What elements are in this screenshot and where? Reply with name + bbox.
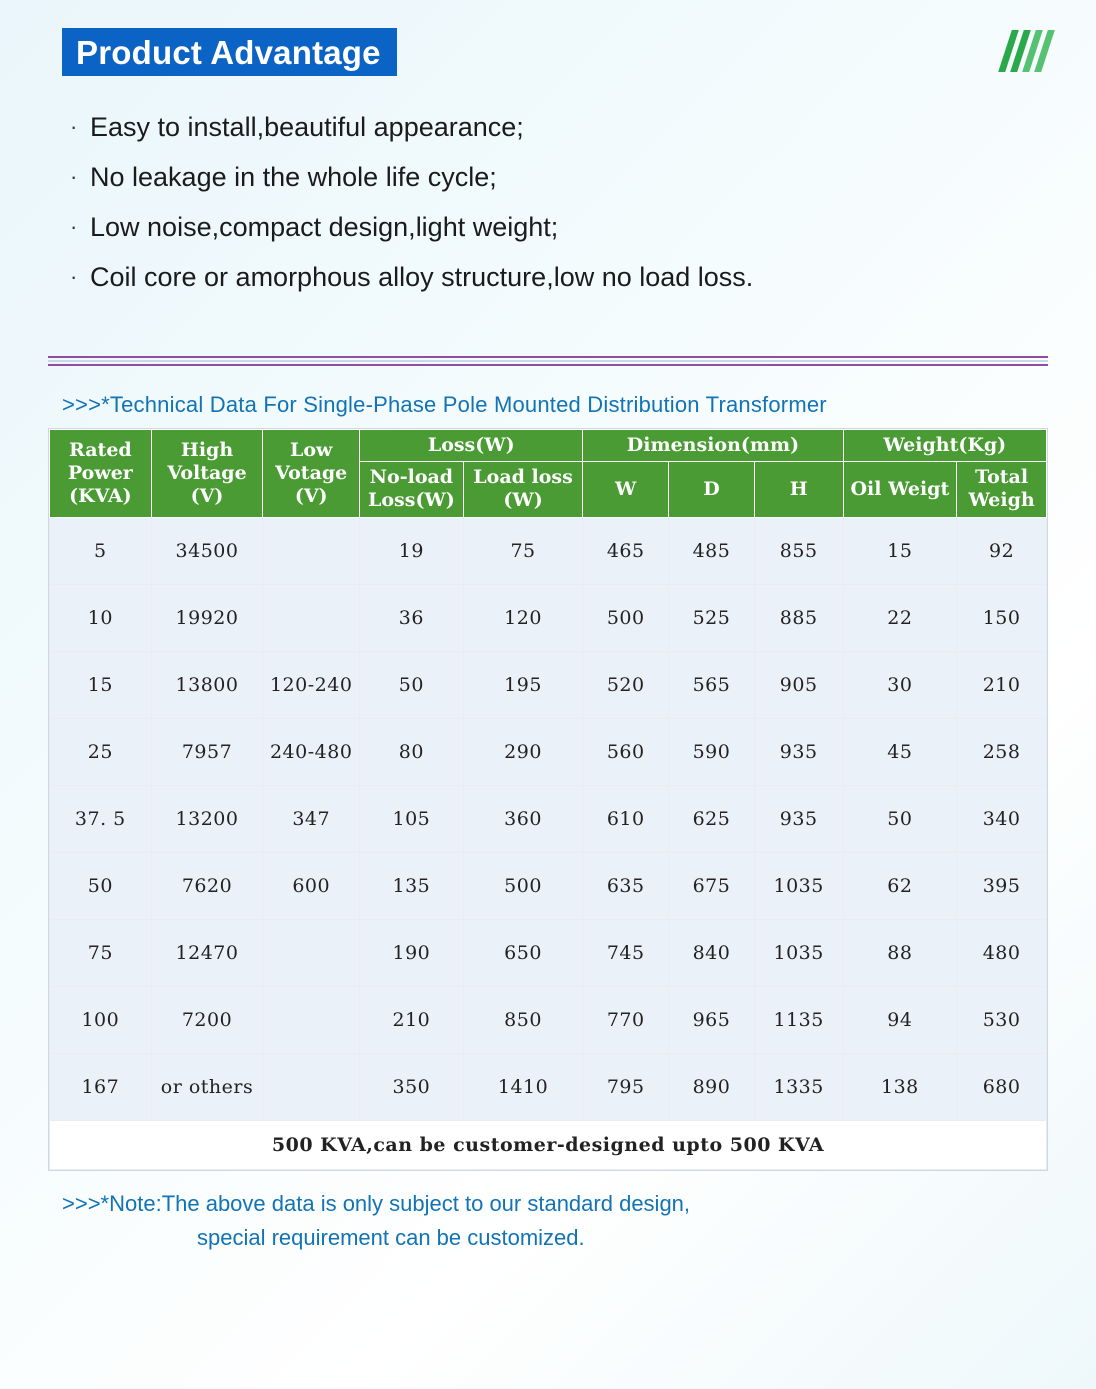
cell-low-voltage (263, 517, 360, 584)
col-header-height: H (754, 462, 843, 517)
cell-oil-weight: 62 (843, 852, 957, 919)
bullet-dot-icon: · (70, 114, 78, 139)
cell-width: 770 (583, 986, 669, 1053)
col-header-low-voltage (263, 430, 360, 518)
cell-rated-power: 25 (50, 718, 152, 785)
col-header-line: No-load (369, 466, 454, 489)
table-note (0, 1187, 1096, 1255)
col-header-line: Loss(W) (368, 489, 455, 512)
bullet-dot-icon: · (70, 164, 78, 189)
cell-total-weight: 150 (957, 584, 1047, 651)
cell-no-load-loss: 80 (360, 718, 464, 785)
cell-oil-weight: 94 (843, 986, 957, 1053)
cell-depth: 525 (669, 584, 755, 651)
cell-total-weight: 680 (957, 1053, 1047, 1120)
cell-height: 1035 (754, 852, 843, 919)
cell-no-load-loss: 135 (360, 852, 464, 919)
note-line-2: special requirement can be customized. (197, 1224, 585, 1250)
cell-high-voltage: 7957 (151, 718, 263, 785)
cell-load-loss: 650 (463, 919, 583, 986)
list-item (70, 102, 1096, 152)
col-header-total-weight (957, 462, 1047, 517)
cell-height: 935 (754, 785, 843, 852)
col-header-line: Voltage (167, 461, 247, 484)
cell-no-load-loss: 19 (360, 517, 464, 584)
col-header-load-loss (463, 462, 583, 517)
cell-height: 1035 (754, 919, 843, 986)
cell-load-loss: 75 (463, 517, 583, 584)
decorative-stripes-icon (998, 30, 1055, 72)
section-divider (48, 356, 1048, 366)
cell-oil-weight: 138 (843, 1053, 957, 1120)
col-header-line: Load loss (473, 466, 573, 489)
table-row (50, 785, 1047, 852)
cell-total-weight: 480 (957, 919, 1047, 986)
cell-depth: 565 (669, 651, 755, 718)
col-header-no-load-loss (360, 462, 464, 517)
col-header-line: Low (290, 438, 333, 461)
cell-height: 855 (754, 517, 843, 584)
cell-no-load-loss: 210 (360, 986, 464, 1053)
col-header-oil-weight: Oil Weigt (843, 462, 957, 517)
cell-total-weight: 92 (957, 517, 1047, 584)
cell-width: 465 (583, 517, 669, 584)
col-header-line: (KVA) (69, 484, 132, 507)
cell-depth: 590 (669, 718, 755, 785)
cell-height: 1335 (754, 1053, 843, 1120)
table-row (50, 1053, 1047, 1120)
cell-depth: 840 (669, 919, 755, 986)
col-header-width: W (583, 462, 669, 517)
advantage-text: Coil core or amorphous alloy structure,low no load loss. (90, 262, 754, 292)
cell-total-weight: 340 (957, 785, 1047, 852)
page-header (0, 0, 1096, 88)
col-header-line: Votage (275, 461, 348, 484)
bullet-dot-icon: · (70, 264, 78, 289)
table-footnote-row (50, 1120, 1047, 1169)
cell-load-loss: 1410 (463, 1053, 583, 1120)
cell-oil-weight: 45 (843, 718, 957, 785)
cell-high-voltage: 7200 (151, 986, 263, 1053)
cell-low-voltage: 120-240 (263, 651, 360, 718)
cell-load-loss: 120 (463, 584, 583, 651)
cell-rated-power: 37. 5 (50, 785, 152, 852)
col-header-line: (W) (503, 489, 543, 512)
note-line-1: >>>*Note:The above data is only subject to our standard design, (62, 1190, 691, 1216)
cell-depth: 890 (669, 1053, 755, 1120)
table-row (50, 584, 1047, 651)
cell-oil-weight: 15 (843, 517, 957, 584)
cell-width: 795 (583, 1053, 669, 1120)
col-header-line: Weigh (968, 489, 1035, 512)
col-header-depth: D (669, 462, 755, 517)
col-header-line: (V) (190, 484, 224, 507)
cell-load-loss: 360 (463, 785, 583, 852)
table-row (50, 651, 1047, 718)
page-title-bar (62, 28, 397, 76)
cell-rated-power: 15 (50, 651, 152, 718)
cell-width: 635 (583, 852, 669, 919)
cell-width: 610 (583, 785, 669, 852)
page-title: Product Advantage (76, 33, 381, 71)
cell-high-voltage: 19920 (151, 584, 263, 651)
cell-depth: 625 (669, 785, 755, 852)
cell-total-weight: 210 (957, 651, 1047, 718)
technical-data-table (48, 428, 1048, 1171)
cell-height: 905 (754, 651, 843, 718)
col-header-line: (V) (294, 484, 328, 507)
cell-total-weight: 258 (957, 718, 1047, 785)
list-item (70, 152, 1096, 202)
table-row (50, 919, 1047, 986)
cell-low-voltage (263, 919, 360, 986)
advantage-text: Easy to install,beautiful appearance; (90, 112, 524, 142)
cell-high-voltage: 34500 (151, 517, 263, 584)
cell-depth: 485 (669, 517, 755, 584)
advantage-text: Low noise,compact design,light weight; (90, 212, 559, 242)
cell-high-voltage: 12470 (151, 919, 263, 986)
cell-width: 500 (583, 584, 669, 651)
cell-oil-weight: 50 (843, 785, 957, 852)
cell-oil-weight: 30 (843, 651, 957, 718)
col-header-line: High (180, 438, 234, 461)
cell-high-voltage: 13800 (151, 651, 263, 718)
table-footnote: 500 KVA,can be customer-designed upto 500 KVA (50, 1120, 1047, 1169)
cell-no-load-loss: 105 (360, 785, 464, 852)
cell-width: 745 (583, 919, 669, 986)
cell-rated-power: 167 (50, 1053, 152, 1120)
cell-width: 520 (583, 651, 669, 718)
table-caption: >>>*Technical Data For Single-Phase Pole Mounted Distribution Transformer (62, 392, 827, 417)
list-item (70, 252, 1096, 302)
product-advantage-list (0, 102, 1096, 302)
table-row (50, 517, 1047, 584)
group-header-dimension: Dimension(mm) (583, 430, 843, 462)
cell-rated-power: 100 (50, 986, 152, 1053)
col-header-line: Total (975, 466, 1029, 489)
cell-rated-power: 10 (50, 584, 152, 651)
cell-height: 935 (754, 718, 843, 785)
cell-load-loss: 850 (463, 986, 583, 1053)
cell-no-load-loss: 350 (360, 1053, 464, 1120)
cell-low-voltage (263, 986, 360, 1053)
cell-depth: 675 (669, 852, 755, 919)
cell-low-voltage: 240-480 (263, 718, 360, 785)
bullet-dot-icon: · (70, 214, 78, 239)
cell-rated-power: 75 (50, 919, 152, 986)
cell-load-loss: 500 (463, 852, 583, 919)
table-row (50, 986, 1047, 1053)
cell-oil-weight: 22 (843, 584, 957, 651)
cell-no-load-loss: 190 (360, 919, 464, 986)
group-header-weight: Weight(Kg) (843, 430, 1046, 462)
cell-no-load-loss: 36 (360, 584, 464, 651)
cell-load-loss: 195 (463, 651, 583, 718)
cell-high-voltage: or others (151, 1053, 263, 1120)
advantage-text: No leakage in the whole life cycle; (90, 162, 497, 192)
cell-no-load-loss: 50 (360, 651, 464, 718)
table-row (50, 852, 1047, 919)
col-header-line: Rated (69, 438, 132, 461)
cell-height: 1135 (754, 986, 843, 1053)
group-header-loss: Loss(W) (360, 430, 583, 462)
cell-low-voltage (263, 1053, 360, 1120)
cell-total-weight: 395 (957, 852, 1047, 919)
cell-depth: 965 (669, 986, 755, 1053)
col-header-rated-power (50, 430, 152, 518)
col-header-line: Power (67, 461, 133, 484)
cell-rated-power: 5 (50, 517, 152, 584)
cell-low-voltage: 347 (263, 785, 360, 852)
cell-total-weight: 530 (957, 986, 1047, 1053)
cell-height: 885 (754, 584, 843, 651)
cell-oil-weight: 88 (843, 919, 957, 986)
col-header-high-voltage (151, 430, 263, 518)
cell-low-voltage (263, 584, 360, 651)
table-header-row-1 (50, 430, 1047, 462)
cell-low-voltage: 600 (263, 852, 360, 919)
cell-rated-power: 50 (50, 852, 152, 919)
cell-load-loss: 290 (463, 718, 583, 785)
cell-high-voltage: 13200 (151, 785, 263, 852)
table-row (50, 718, 1047, 785)
list-item (70, 202, 1096, 252)
cell-width: 560 (583, 718, 669, 785)
cell-high-voltage: 7620 (151, 852, 263, 919)
